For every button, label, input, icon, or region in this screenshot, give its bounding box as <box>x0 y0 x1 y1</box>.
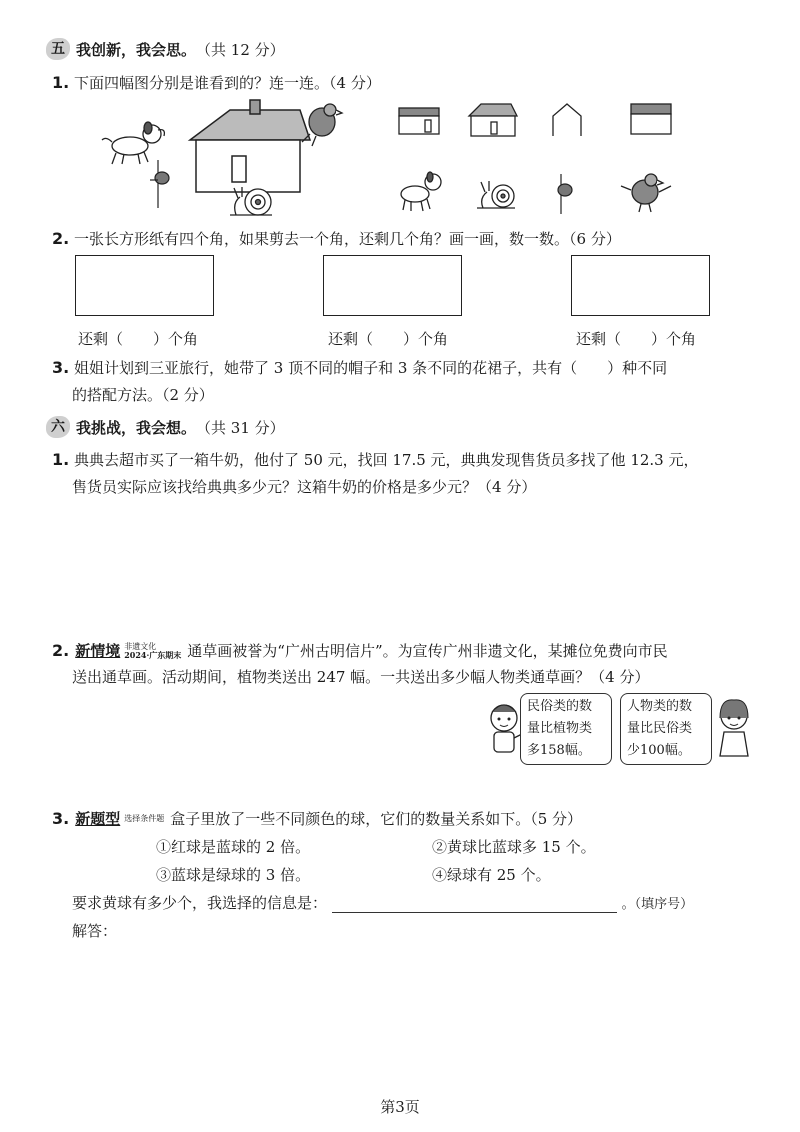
question-number: 1. <box>52 73 70 92</box>
question-5-3 <box>52 357 667 378</box>
tag-category: 选择条件题 <box>124 814 165 823</box>
view-b-icon <box>469 104 517 136</box>
question-text-line-2: 的搭配方法。（2 分） <box>72 386 214 404</box>
question-6-3 <box>52 808 582 829</box>
question-number: 3. <box>52 358 70 377</box>
dog-icon <box>102 122 164 164</box>
speech-bubble-girl: 人物类的数 量比民俗类 少100幅。 <box>620 693 712 765</box>
section-title: 我挑战，我会想。 <box>76 418 197 437</box>
question-text-line-1: 姐姐计划到三亚旅行，她带了 3 顶不同的帽子和 3 条不同的花裙子，共有（ ）种不同 <box>74 359 668 377</box>
condition-3: ③蓝球是绿球的 3 倍。 <box>156 866 311 884</box>
question-text: 下面四幅图分别是谁看到的？连一连。（4 分） <box>74 74 381 92</box>
choice-prompt-text: 要求黄球有多少个，我选择的信息是： <box>72 894 328 912</box>
tag-category: 非遗文化 <box>124 641 157 651</box>
house-icon <box>190 100 310 192</box>
section-badge: 五 <box>46 38 70 60</box>
question-text-line-2: 送出通草画。活动期间，植物类送出 247 幅。一共送出多少幅人物类通草画？（4 分） <box>72 668 650 686</box>
small-bird-icon <box>558 174 572 214</box>
question-5-1 <box>52 72 381 93</box>
snail-icon <box>477 181 515 208</box>
question-6-1 <box>52 449 699 470</box>
section-badge: 六 <box>46 416 70 438</box>
solution-label: 解答： <box>72 922 118 940</box>
question-text-line-2: 售货员实际应该找给典典多少元？这箱牛奶的价格是多少元？（4 分） <box>72 478 537 496</box>
choice-prompt-end: 。（填序号） <box>621 897 694 912</box>
section-6-header <box>46 416 285 438</box>
view-d-icon <box>631 104 671 134</box>
parrot-icon <box>621 174 671 212</box>
condition-2: ②黄球比蓝球多 15 个。 <box>432 838 596 856</box>
question-text-line-1: 典典去超市买了一箱牛奶，他付了 50 元，找回 17.5 元，典典发现售货员多找了他 12.3 元， <box>74 451 699 469</box>
tag-source: 2024·广东期末 <box>124 649 182 660</box>
house-scene-illustration <box>100 98 360 223</box>
page-number: 第3页 <box>380 1098 420 1116</box>
condition-1: ①红球是蓝球的 2 倍。 <box>156 838 311 856</box>
section-title: 我创新，我会思。 <box>76 40 197 59</box>
small-bird-icon <box>150 160 169 208</box>
choice-answer-blank[interactable] <box>332 897 617 913</box>
question-5-2 <box>52 228 621 249</box>
question-text-line-1: 通草画被誉为“广州古明信片”。为宣传广州非遗文化，某摊位免费向市民 <box>187 642 668 660</box>
section-points: （共 12 分） <box>196 40 285 59</box>
question-number: 3. <box>52 809 70 828</box>
answer-blank-2[interactable]: 还剩（ ）个角 <box>328 330 449 348</box>
question-text: 盒子里放了一些不同颜色的球，它们的数量关系如下。（5 分） <box>170 810 583 828</box>
rectangle-paper-1[interactable] <box>75 255 214 316</box>
rectangle-paper-2[interactable] <box>323 255 462 316</box>
rectangle-paper-3[interactable] <box>571 255 710 316</box>
view-c-icon <box>553 104 581 136</box>
question-number: 2. <box>52 641 70 660</box>
view-a-icon <box>399 108 439 134</box>
question-number: 2. <box>52 229 70 248</box>
choice-prompt <box>72 892 693 913</box>
girl-icon <box>712 698 757 762</box>
question-number: 1. <box>52 450 70 469</box>
section-5-header <box>46 38 285 60</box>
question-6-2 <box>52 640 668 661</box>
answer-blank-3[interactable]: 还剩（ ）个角 <box>576 330 697 348</box>
answer-blank-1[interactable]: 还剩（ ）个角 <box>78 330 199 348</box>
new-type-tag: 新题型 <box>75 810 121 828</box>
new-context-tag: 新情境 <box>75 642 121 660</box>
condition-4: ④绿球有 25 个。 <box>432 866 551 884</box>
speech-bubble-boy: 民俗类的数 量比植物类 多158幅。 <box>520 693 612 765</box>
section-points: （共 31 分） <box>196 418 285 437</box>
dog-icon <box>401 172 441 211</box>
question-text: 一张长方形纸有四个角，如果剪去一个角，还剩几个角？画一画，数一数。（6 分） <box>74 230 621 248</box>
view-options-illustration <box>395 100 695 220</box>
